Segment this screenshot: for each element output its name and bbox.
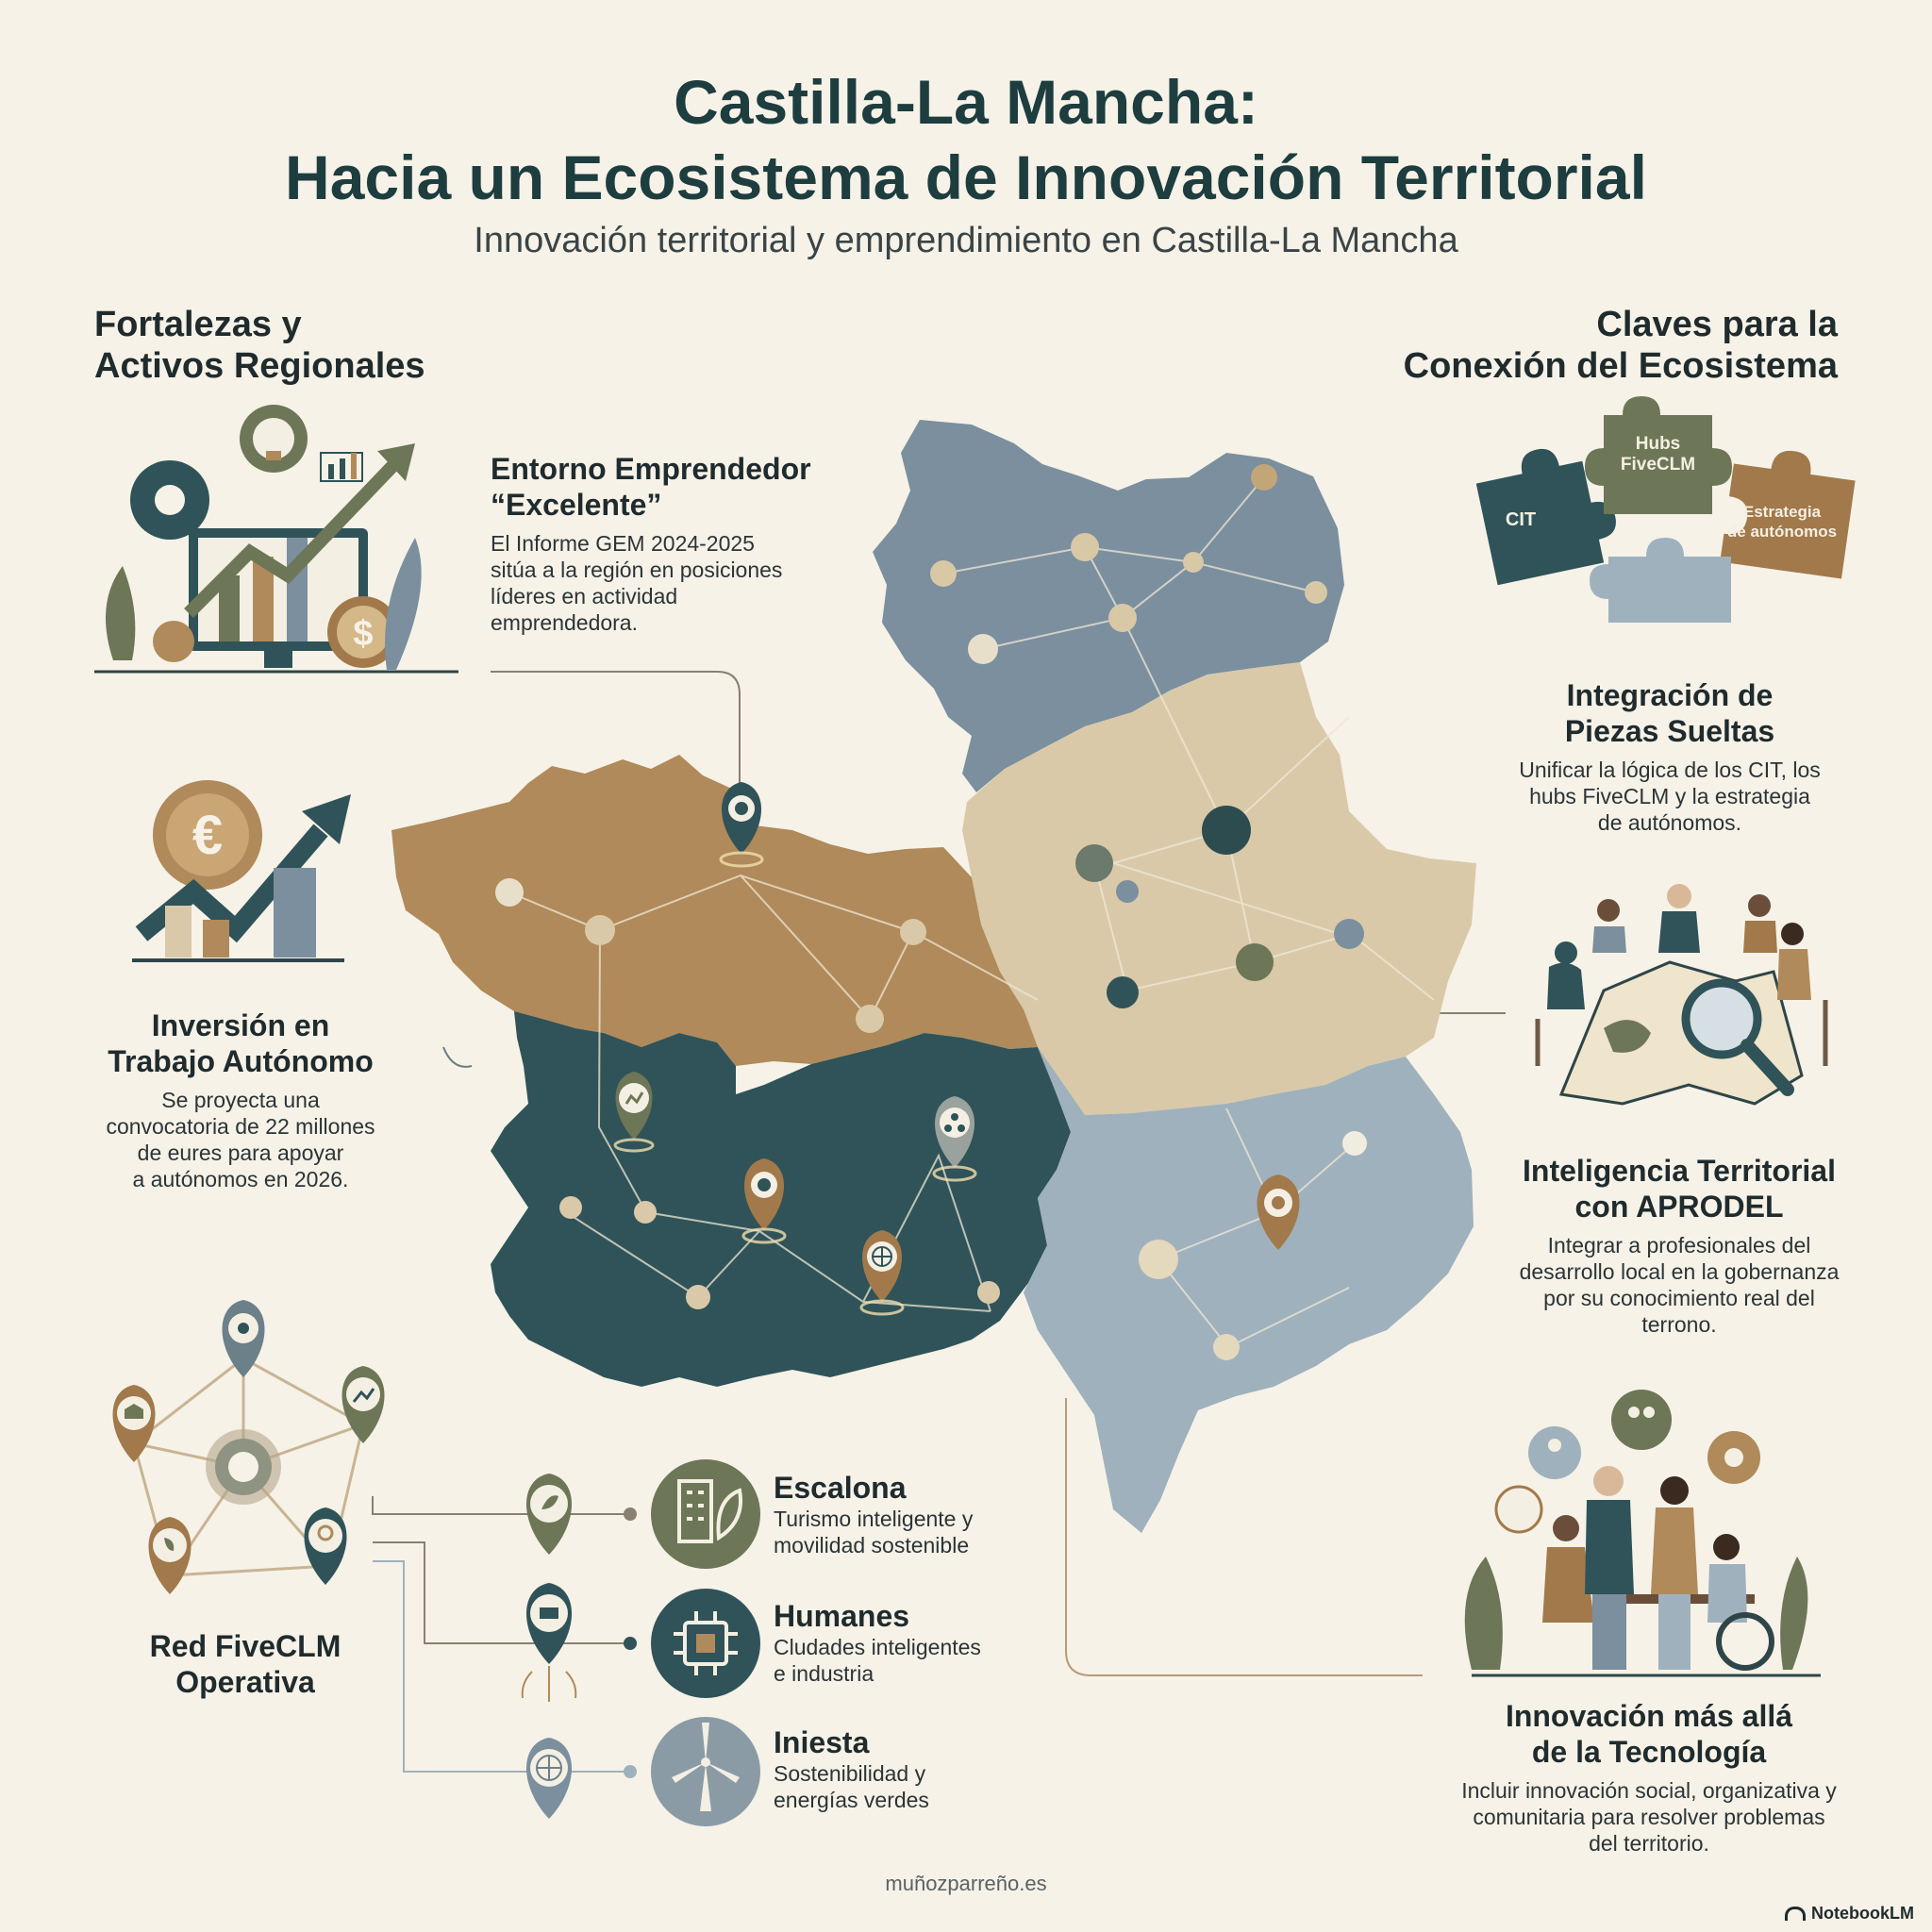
left-heading-line1: Fortalezas y [94, 305, 302, 344]
hub-iniesta-title: Iniesta [774, 1725, 870, 1759]
hub-humanes-desc-line1: Cludades inteligentes [774, 1635, 981, 1659]
hub-iniesta-desc-line2: energías verdes [774, 1788, 929, 1812]
community-illustration [1465, 1390, 1821, 1675]
innovacion-block [1423, 1698, 1875, 1857]
svg-text:€: € [192, 805, 224, 866]
hub-humanes-title: Humanes [774, 1599, 910, 1633]
red-title-line2: Operativa [175, 1665, 315, 1699]
puzzle-label-estrategia-line2: de autónomos [1726, 523, 1838, 541]
puzzle-label-hubs-line1: Hubs [1635, 434, 1681, 454]
entorno-desc-line2: sitúa a la región en posiciones [491, 558, 783, 582]
hub-pin-escalona [526, 1474, 572, 1555]
inversion-desc-line1: Se proyecta una [161, 1088, 320, 1112]
connector-iniesta [373, 1561, 630, 1772]
building-leaf-icon [651, 1459, 760, 1569]
wind-turbine-icon [651, 1717, 760, 1826]
hub-escalona [774, 1470, 1075, 1558]
inversion-block [75, 1008, 406, 1192]
inteligencia-desc-line2: desarrollo local en la gobernanza [1519, 1259, 1840, 1284]
connector-humanes [373, 1542, 630, 1643]
map-pin-center [743, 1158, 785, 1242]
integracion-title-line2: Piezas Sueltas [1564, 714, 1775, 748]
puzzle-label-hubs-line2: FiveCLM [1620, 455, 1696, 475]
hub-iniesta [774, 1724, 1075, 1813]
page-subtitle: Innovación territorial y emprendimiento en Castilla-La Mancha [474, 221, 1458, 260]
inversion-desc-line4: a autónomos en 2026. [132, 1167, 349, 1191]
innovacion-title-line2: de la Tecnología [1531, 1735, 1767, 1769]
hub-iniesta-desc-line1: Sostenibilidad y [774, 1761, 926, 1786]
puzzle-label-hubs [1604, 434, 1712, 475]
region-albacete [1024, 1047, 1474, 1533]
region-toledo [391, 755, 1038, 1066]
innovacion-desc-line1: Incluir innovación social, organizativa y [1461, 1778, 1837, 1803]
hub-escalona-title: Escalona [774, 1471, 907, 1505]
footer-site: muñozparreño.es [885, 1872, 1047, 1895]
inteligencia-desc-line1: Integrar a profesionales del [1547, 1233, 1811, 1257]
right-heading-line1: Claves para la [1596, 305, 1838, 344]
page-title-line2: Hacia un Ecosistema de Innovación Territorial [285, 142, 1647, 212]
footer-brand-label: NotebookLM [1811, 1903, 1914, 1923]
right-heading-line2: Conexión del Ecosistema [1403, 346, 1838, 386]
integracion-desc-line3: de autónomos. [1597, 810, 1742, 835]
inteligencia-desc-line4: terrono. [1641, 1312, 1717, 1337]
connector-inversion [443, 1047, 472, 1067]
svg-text:$: $ [353, 614, 374, 654]
hub-pin-iniesta [526, 1738, 572, 1819]
entorno-title-line2: “Excelente” [491, 488, 662, 522]
euro-growth-illustration [132, 780, 351, 960]
entorno-desc-line4: emprendedora. [491, 610, 638, 635]
puzzle-piece-empty [1590, 538, 1731, 623]
integracion-desc-line1: Unificar la lógica de los CIT, los [1519, 758, 1821, 782]
inversion-desc-line2: convocatoria de 22 millones [106, 1114, 375, 1139]
inversion-title-line2: Trabajo Autónomo [108, 1044, 374, 1078]
entorno-block [491, 451, 849, 636]
puzzle-label-estrategia-line1: Estrategia [1742, 503, 1822, 521]
entorno-desc-line1: El Informe GEM 2024-2025 [491, 531, 755, 556]
red-network-diagram [113, 1300, 385, 1594]
inteligencia-block [1481, 1153, 1877, 1338]
map-pin-toledo [721, 782, 762, 866]
innovacion-title-line1: Innovación más allá [1505, 1699, 1793, 1733]
red-block [104, 1628, 387, 1700]
inversion-desc-line3: de eures para apoyar [137, 1141, 344, 1165]
puzzle-label-cit: CIT [1505, 509, 1537, 530]
inversion-title-line1: Inversión en [151, 1008, 330, 1042]
growth-chart-illustration [94, 405, 458, 672]
integracion-block [1472, 677, 1868, 836]
integracion-title-line1: Integración de [1566, 678, 1774, 712]
hub-escalona-desc-line2: movilidad sostenible [774, 1533, 970, 1557]
connector-escalona [373, 1496, 630, 1514]
red-title-line1: Red FiveCLM [149, 1629, 341, 1663]
footer-brand [1785, 1902, 1914, 1924]
map-pin-network [934, 1096, 975, 1180]
inteligencia-desc-line3: por su conocimiento real del [1543, 1286, 1815, 1310]
hub-humanes-desc-line2: e industria [774, 1661, 874, 1686]
entorno-desc-line3: líderes en actividad [491, 584, 678, 608]
meeting-map-illustration [1538, 884, 1825, 1104]
left-heading-line2: Activos Regionales [94, 346, 425, 386]
innovacion-desc-line3: del territorio. [1589, 1831, 1709, 1856]
integracion-desc-line2: hubs FiveCLM y la estrategia [1529, 784, 1810, 808]
chip-icon [651, 1589, 760, 1698]
puzzle-label-estrategia [1711, 502, 1853, 541]
entorno-title-line1: Entorno Emprendedor [491, 452, 811, 486]
page-title-line1: Castilla-La Mancha: [674, 67, 1258, 137]
hub-humanes [774, 1598, 1075, 1687]
innovacion-desc-line2: comunitaria para resolver problemas [1473, 1805, 1825, 1829]
hub-escalona-desc-line1: Turismo inteligente y [774, 1507, 974, 1531]
map-pin-globe [861, 1230, 903, 1314]
inteligencia-title-line2: con APRODEL [1574, 1190, 1784, 1224]
inteligencia-title-line1: Inteligencia Territorial [1523, 1154, 1836, 1188]
notebooklm-logo-icon [1785, 1907, 1806, 1921]
